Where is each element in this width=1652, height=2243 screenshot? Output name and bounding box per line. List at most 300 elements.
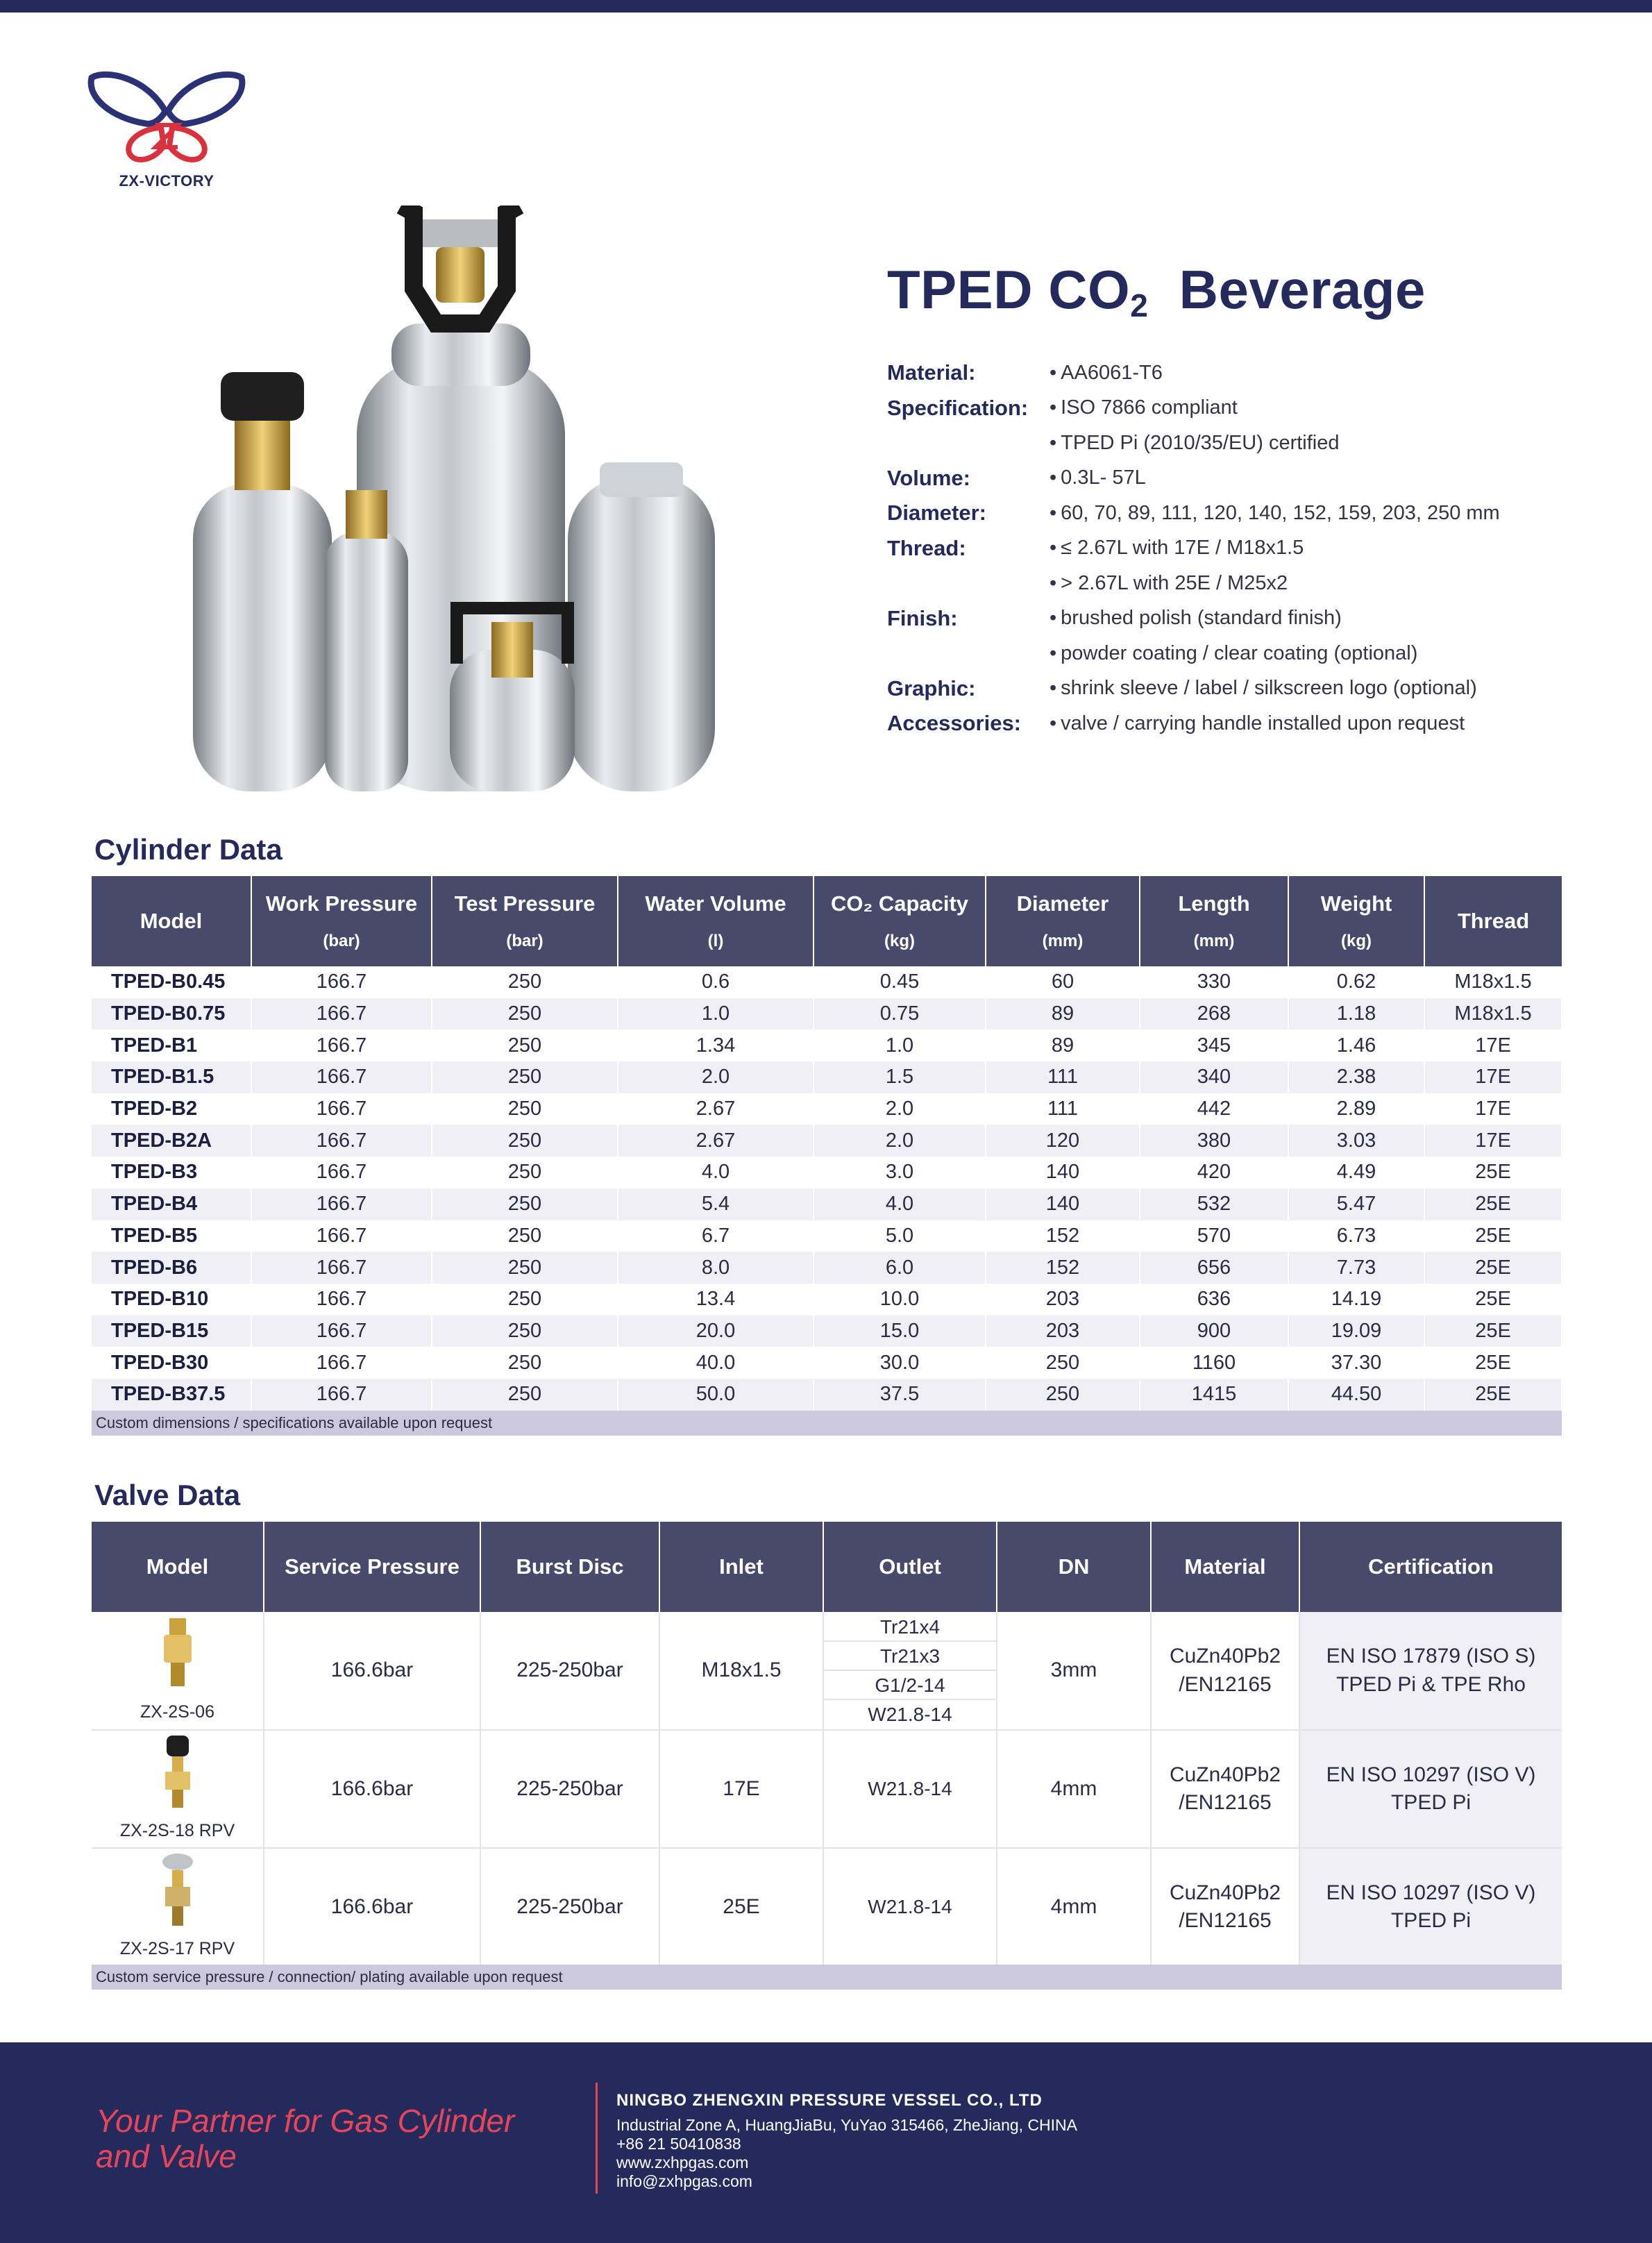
slogan <box>96 2103 596 2174</box>
table-cell: 17E <box>1424 1030 1562 1061</box>
table-cell: 111 <box>986 1093 1140 1125</box>
table-cell: 5.4 <box>618 1188 814 1220</box>
valve-icon <box>157 1852 199 1929</box>
table-cell: 250 <box>432 1188 618 1220</box>
model-cell: TPED-B6 <box>92 1252 251 1284</box>
table-cell: 13.4 <box>618 1284 814 1316</box>
table-cell: 89 <box>986 998 1140 1030</box>
spec-value-wrap <box>1050 537 1304 560</box>
company-email-link[interactable]: info@zxhpgas.com <box>616 2172 752 2190</box>
valve-model-cell <box>92 1612 264 1730</box>
table-cell: 1.18 <box>1288 998 1424 1030</box>
spec-row <box>887 671 1623 707</box>
table-row <box>92 1284 1562 1316</box>
table-cell: 89 <box>986 1030 1140 1061</box>
table-cell: 166.7 <box>251 1157 432 1188</box>
company-name: NINGBO ZHENGXIN PRESSURE VESSEL CO., LTD <box>616 2091 1043 2110</box>
table-cell: 166.6bar <box>264 1848 480 1966</box>
bullet-icon: • <box>1050 361 1057 384</box>
table-cell: 140 <box>986 1188 1140 1220</box>
table-row <box>92 1157 1562 1188</box>
table-cell: 250 <box>432 1252 618 1284</box>
valve-data-table <box>92 1522 1562 1967</box>
spec-row <box>887 706 1623 741</box>
table-cell: 1160 <box>1140 1347 1288 1379</box>
column-header-name: Weight <box>1320 891 1392 916</box>
table-cell: 250 <box>432 998 618 1030</box>
title-subscript: 2 <box>1130 287 1149 324</box>
spec-value: TPED Pi (2010/35/EU) certified <box>1061 431 1340 454</box>
certification-cell <box>1299 1848 1562 1966</box>
table-cell: 2.0 <box>814 1093 986 1125</box>
table-cell: 4.0 <box>814 1188 986 1220</box>
spec-value-wrap <box>1050 362 1163 385</box>
table-row <box>92 1030 1562 1061</box>
table-cell: 140 <box>986 1157 1140 1188</box>
table-cell: 2.0 <box>618 1061 814 1093</box>
column-header-name: Work Pressure <box>265 891 418 916</box>
spec-value: AA6061-T6 <box>1061 361 1163 384</box>
spec-row <box>887 461 1623 496</box>
bullet-icon: • <box>1050 712 1057 734</box>
company-website-link[interactable]: www.zxhpgas.com <box>616 2153 749 2171</box>
bullet-icon: • <box>1050 467 1057 489</box>
table-cell: 152 <box>986 1220 1140 1252</box>
column-header: Service Pressure <box>264 1522 480 1612</box>
table-cell: 0.75 <box>814 998 986 1030</box>
table-cell: 250 <box>432 966 618 998</box>
material-line: /EN12165 <box>1179 1909 1272 1932</box>
table-cell: 4mm <box>997 1848 1151 1966</box>
column-header: Inlet <box>659 1522 823 1612</box>
table-cell: 1.0 <box>814 1030 986 1061</box>
cylinders-photo <box>193 205 715 791</box>
company-address: Industrial Zone A, HuangJiaBu, YuYao 315466, ZheJiang, CHINA <box>616 2116 1078 2134</box>
spec-label: Thread: <box>887 535 966 560</box>
column-header: Burst Disc <box>480 1522 659 1612</box>
spec-value: 0.3L- 57L <box>1061 467 1146 489</box>
certification-cell <box>1299 1730 1562 1848</box>
material-cell <box>1151 1848 1299 1966</box>
table-cell: 25E <box>1424 1220 1562 1252</box>
table-cell: M18x1.5 <box>659 1612 823 1730</box>
column-header-name: Water Volume <box>645 891 786 916</box>
table-cell: 2.67 <box>618 1093 814 1125</box>
column-header: Material <box>1151 1522 1299 1612</box>
table-cell: 166.7 <box>251 1284 432 1316</box>
butterfly-logo-icon <box>83 69 250 167</box>
table-cell: 166.7 <box>251 1061 432 1093</box>
table-cell: 50.0 <box>618 1379 814 1411</box>
valve-icon <box>157 1734 199 1811</box>
table-cell: 1.46 <box>1288 1030 1424 1061</box>
spec-row <box>887 391 1623 426</box>
spec-label: Graphic: <box>887 675 976 700</box>
column-header-name: Test Pressure <box>454 891 596 916</box>
table-cell: 17E <box>659 1730 823 1848</box>
table-row <box>92 1252 1562 1284</box>
valve-note: Custom service pressure / connection/ plating available upon request <box>92 1965 1562 1990</box>
spec-row <box>887 355 1623 391</box>
table-cell: 25E <box>1424 1188 1562 1220</box>
spec-row <box>887 566 1623 601</box>
material-cell <box>1151 1730 1299 1848</box>
material-line: /EN12165 <box>1179 1672 1272 1696</box>
bullet-icon: • <box>1050 537 1057 560</box>
spec-label: Material: <box>887 360 976 385</box>
company-logo <box>83 69 250 194</box>
table-cell: 250 <box>432 1093 618 1125</box>
table-cell: 900 <box>1140 1316 1288 1347</box>
title-main: TPED CO <box>887 259 1131 320</box>
table-cell: M18x1.5 <box>1424 966 1562 998</box>
table-cell: 166.7 <box>251 1379 432 1411</box>
table-cell: 442 <box>1140 1093 1288 1125</box>
table-cell: 1.5 <box>814 1061 986 1093</box>
spec-label: Accessories: <box>887 711 1022 736</box>
table-cell: 166.6bar <box>264 1612 480 1730</box>
table-cell: 570 <box>1140 1220 1288 1252</box>
spec-value-wrap <box>1050 642 1417 665</box>
outlet-cell <box>823 1612 997 1730</box>
table-cell: 656 <box>1140 1252 1288 1284</box>
table-row <box>92 1093 1562 1125</box>
spec-value-wrap <box>1050 432 1339 455</box>
table-cell: 25E <box>1424 1252 1562 1284</box>
table-cell: 7.73 <box>1288 1252 1424 1284</box>
column-header-name: Model <box>140 909 203 934</box>
footer-divider <box>596 2083 598 2194</box>
table-cell: 2.38 <box>1288 1061 1424 1093</box>
table-cell: 0.45 <box>814 966 986 998</box>
table-cell: 636 <box>1140 1284 1288 1316</box>
model-cell: TPED-B0.45 <box>92 966 251 998</box>
outlet-cell <box>823 1848 997 1966</box>
valve-model-cell <box>92 1730 264 1848</box>
column-header <box>618 876 814 966</box>
table-cell: 166.6bar <box>264 1730 480 1848</box>
table-cell: 10.0 <box>814 1284 986 1316</box>
table-cell: 6.7 <box>618 1220 814 1252</box>
bullet-icon: • <box>1050 501 1057 524</box>
cylinder-data-table <box>92 876 1562 1411</box>
table-cell: 25E <box>659 1848 823 1966</box>
product-title <box>887 258 1426 324</box>
model-cell: TPED-B37.5 <box>92 1379 251 1411</box>
table-cell: 380 <box>1140 1125 1288 1157</box>
table-cell: 0.6 <box>618 966 814 998</box>
column-header-unit: (bar) <box>323 932 360 951</box>
material-line: /EN12165 <box>1179 1791 1272 1814</box>
model-cell: TPED-B15 <box>92 1316 251 1347</box>
spec-label: Finish: <box>887 605 958 630</box>
table-cell: 25E <box>1424 1284 1562 1316</box>
table-cell: 17E <box>1424 1125 1562 1157</box>
column-header <box>92 876 251 966</box>
table-cell: 250 <box>432 1284 618 1316</box>
table-cell: 250 <box>432 1316 618 1347</box>
column-header <box>1140 876 1288 966</box>
table-cell: 225-250bar <box>480 1612 659 1730</box>
column-header <box>432 876 618 966</box>
spec-row <box>887 531 1623 566</box>
column-header <box>1288 876 1424 966</box>
table-cell: 166.7 <box>251 1188 432 1220</box>
cylinder-data-title: Cylinder Data <box>94 833 283 866</box>
model-cell: TPED-B5 <box>92 1220 251 1252</box>
table-cell: 420 <box>1140 1157 1288 1188</box>
column-header: Certification <box>1299 1522 1562 1612</box>
spec-label: Volume: <box>887 465 970 490</box>
outlet-option: G1/2-14 <box>824 1671 996 1700</box>
material-line: CuZn40Pb2 <box>1169 1645 1281 1667</box>
bullet-icon: • <box>1050 607 1057 630</box>
spec-value-wrap <box>1050 712 1465 735</box>
company-phone: +86 21 50410838 <box>616 2135 741 2153</box>
table-cell: 250 <box>432 1379 618 1411</box>
spec-value-wrap <box>1050 502 1500 525</box>
outlet-option: Tr21x3 <box>824 1642 996 1671</box>
table-row <box>92 1848 1562 1966</box>
valve-model-name: ZX-2S-06 <box>140 1702 214 1722</box>
valve-model-cell <box>92 1848 264 1966</box>
table-cell: 2.0 <box>814 1125 986 1157</box>
spec-value: 60, 70, 89, 111, 120, 140, 152, 159, 203, 250 mm <box>1061 501 1500 524</box>
table-row <box>92 1612 1562 1730</box>
table-cell: 3.03 <box>1288 1125 1424 1157</box>
spec-value-wrap <box>1050 607 1342 630</box>
table-cell: 3mm <box>997 1612 1151 1730</box>
column-header-unit: (kg) <box>884 932 915 951</box>
table-cell: 166.7 <box>251 1252 432 1284</box>
column-header <box>1424 876 1562 966</box>
spec-value-wrap <box>1050 572 1288 595</box>
table-cell: 25E <box>1424 1379 1562 1411</box>
table-cell: 14.19 <box>1288 1284 1424 1316</box>
table-cell: 345 <box>1140 1030 1288 1061</box>
column-header-name: Length <box>1178 891 1250 916</box>
outlet-cell <box>823 1730 997 1848</box>
column-header <box>814 876 986 966</box>
spec-value: shrink sleeve / label / silkscreen logo (optional) <box>1061 677 1477 700</box>
outlet-option: W21.8-14 <box>868 1703 952 1725</box>
outlet-option: W21.8-14 <box>868 1896 952 1917</box>
table-cell: 25E <box>1424 1347 1562 1379</box>
bullet-icon: • <box>1050 396 1057 419</box>
company-info <box>616 2091 1077 2191</box>
spec-list <box>887 355 1623 741</box>
table-cell: 225-250bar <box>480 1730 659 1848</box>
table-cell: 60 <box>986 966 1140 998</box>
table-cell: 166.7 <box>251 1093 432 1125</box>
table-cell: 4.0 <box>618 1157 814 1188</box>
table-cell: 250 <box>432 1125 618 1157</box>
table-cell: 166.7 <box>251 1030 432 1061</box>
table-row <box>92 1220 1562 1252</box>
table-cell: 15.0 <box>814 1316 986 1347</box>
valve-icon <box>157 1615 199 1692</box>
table-cell: 250 <box>986 1379 1140 1411</box>
valve-data-title: Valve Data <box>94 1479 241 1511</box>
table-cell: 19.09 <box>1288 1316 1424 1347</box>
table-cell: 17E <box>1424 1061 1562 1093</box>
bullet-icon: • <box>1050 571 1057 594</box>
material-line: CuZn40Pb2 <box>1169 1763 1281 1786</box>
certification-line: EN ISO 17879 (ISO S) <box>1326 1645 1536 1667</box>
material-line: CuZn40Pb2 <box>1169 1881 1281 1904</box>
table-cell: 6.73 <box>1288 1220 1424 1252</box>
table-cell: 532 <box>1140 1188 1288 1220</box>
model-cell: TPED-B3 <box>92 1157 251 1188</box>
table-cell: 152 <box>986 1252 1140 1284</box>
table-cell: 17E <box>1424 1093 1562 1125</box>
column-header-name: Diameter <box>1016 891 1109 916</box>
table-cell: 3.0 <box>814 1157 986 1188</box>
column-header-unit: (mm) <box>1042 932 1084 951</box>
table-cell: 1.0 <box>618 998 814 1030</box>
table-cell: 25E <box>1424 1157 1562 1188</box>
table-row <box>92 1730 1562 1848</box>
table-cell: 250 <box>986 1347 1140 1379</box>
table-cell: 250 <box>432 1347 618 1379</box>
table-row <box>92 1316 1562 1347</box>
spec-value-wrap <box>1050 677 1477 700</box>
table-row <box>92 966 1562 998</box>
column-header-unit: (mm) <box>1193 932 1235 951</box>
column-header: Model <box>92 1522 264 1612</box>
table-cell: M18x1.5 <box>1424 998 1562 1030</box>
certification-cell <box>1299 1612 1562 1730</box>
table-row <box>92 1379 1562 1411</box>
model-cell: TPED-B2 <box>92 1093 251 1125</box>
slogan-line-2: and Valve <box>96 2137 237 2174</box>
table-cell: 25E <box>1424 1316 1562 1347</box>
table-cell: 20.0 <box>618 1316 814 1347</box>
column-header-unit: (kg) <box>1341 932 1372 951</box>
table-cell: 203 <box>986 1284 1140 1316</box>
column-header-unit: (bar) <box>506 932 543 951</box>
table-cell: 268 <box>1140 998 1288 1030</box>
valve-model-name: ZX-2S-17 RPV <box>119 1938 235 1958</box>
table-cell: 1.34 <box>618 1030 814 1061</box>
table-cell: 166.7 <box>251 1316 432 1347</box>
table-cell: 166.7 <box>251 966 432 998</box>
table-row <box>92 1061 1562 1093</box>
model-cell: TPED-B2A <box>92 1125 251 1157</box>
table-cell: 250 <box>432 1157 618 1188</box>
certification-line: EN ISO 10297 (ISO V) <box>1326 1881 1536 1904</box>
certification-line: TPED Pi <box>1390 1909 1472 1932</box>
table-cell: 4mm <box>997 1730 1151 1848</box>
spec-label: Diameter: <box>887 501 986 526</box>
table-cell: 250 <box>432 1220 618 1252</box>
valve-model-name: ZX-2S-18 RPV <box>119 1820 235 1840</box>
spec-row <box>887 496 1623 531</box>
spec-label: Specification: <box>887 395 1029 420</box>
footer <box>0 2042 1652 2243</box>
table-cell: 37.30 <box>1288 1347 1424 1379</box>
table-cell: 1415 <box>1140 1379 1288 1411</box>
column-header <box>251 876 432 966</box>
slogan-line-1: Your Partner for Gas Cylinder <box>96 2103 515 2139</box>
table-cell: 4.49 <box>1288 1157 1424 1188</box>
bullet-icon: • <box>1050 431 1057 454</box>
model-cell: TPED-B0.75 <box>92 998 251 1030</box>
spec-value: brushed polish (standard finish) <box>1061 607 1342 630</box>
outlet-option: W21.8-14 <box>868 1778 952 1799</box>
spec-row <box>887 601 1623 637</box>
table-cell: 250 <box>432 1030 618 1061</box>
model-cell: TPED-B30 <box>92 1347 251 1379</box>
logo-text: ZX-VICTORY <box>119 172 214 190</box>
table-cell: 40.0 <box>618 1347 814 1379</box>
table-cell: 8.0 <box>618 1252 814 1284</box>
cylinder-note: Custom dimensions / specifications available upon request <box>92 1411 1562 1436</box>
spec-value: ≤ 2.67L with 17E / M18x1.5 <box>1061 537 1304 560</box>
table-cell: 166.7 <box>251 1125 432 1157</box>
table-cell: 44.50 <box>1288 1379 1424 1411</box>
spec-row <box>887 426 1623 461</box>
model-cell: TPED-B10 <box>92 1284 251 1316</box>
bullet-icon: • <box>1050 677 1057 700</box>
certification-line: EN ISO 10297 (ISO V) <box>1326 1763 1536 1786</box>
spec-value: > 2.67L with 25E / M25x2 <box>1061 571 1288 594</box>
table-cell: 203 <box>986 1316 1140 1347</box>
column-header-name: Thread <box>1457 909 1530 934</box>
table-cell: 111 <box>986 1061 1140 1093</box>
spec-value: powder coating / clear coating (optional) <box>1061 641 1418 664</box>
table-cell: 0.62 <box>1288 966 1424 998</box>
table-row <box>92 1125 1562 1157</box>
table-row <box>92 998 1562 1030</box>
outlet-option: Tr21x4 <box>824 1613 996 1642</box>
column-header-name: CO₂ Capacity <box>830 891 969 916</box>
column-header: DN <box>997 1522 1151 1612</box>
table-cell: 5.47 <box>1288 1188 1424 1220</box>
bullet-icon: • <box>1050 641 1057 664</box>
material-cell <box>1151 1612 1299 1730</box>
table-cell: 330 <box>1140 966 1288 998</box>
table-row <box>92 1347 1562 1379</box>
table-cell: 166.7 <box>251 1347 432 1379</box>
top-bar <box>0 0 1652 12</box>
table-cell: 5.0 <box>814 1220 986 1252</box>
model-cell: TPED-B1.5 <box>92 1061 251 1093</box>
model-cell: TPED-B1 <box>92 1030 251 1061</box>
table-cell: 120 <box>986 1125 1140 1157</box>
table-cell: 340 <box>1140 1061 1288 1093</box>
table-cell: 6.0 <box>814 1252 986 1284</box>
table-row <box>92 1188 1562 1220</box>
title-rest: Beverage <box>1179 259 1426 320</box>
table-cell: 37.5 <box>814 1379 986 1411</box>
column-header <box>986 876 1140 966</box>
spec-row <box>887 636 1623 671</box>
column-header-unit: (l) <box>707 932 724 951</box>
column-header: Outlet <box>823 1522 997 1612</box>
table-cell: 2.89 <box>1288 1093 1424 1125</box>
table-cell: 225-250bar <box>480 1848 659 1966</box>
model-cell: TPED-B4 <box>92 1188 251 1220</box>
certification-line: TPED Pi <box>1390 1791 1472 1814</box>
table-cell: 250 <box>432 1061 618 1093</box>
table-cell: 166.7 <box>251 1220 432 1252</box>
table-cell: 166.7 <box>251 998 432 1030</box>
table-cell: 2.67 <box>618 1125 814 1157</box>
spec-value: ISO 7866 compliant <box>1061 396 1238 419</box>
spec-value-wrap <box>1050 396 1238 419</box>
spec-value: valve / carrying handle installed upon request <box>1061 712 1465 734</box>
